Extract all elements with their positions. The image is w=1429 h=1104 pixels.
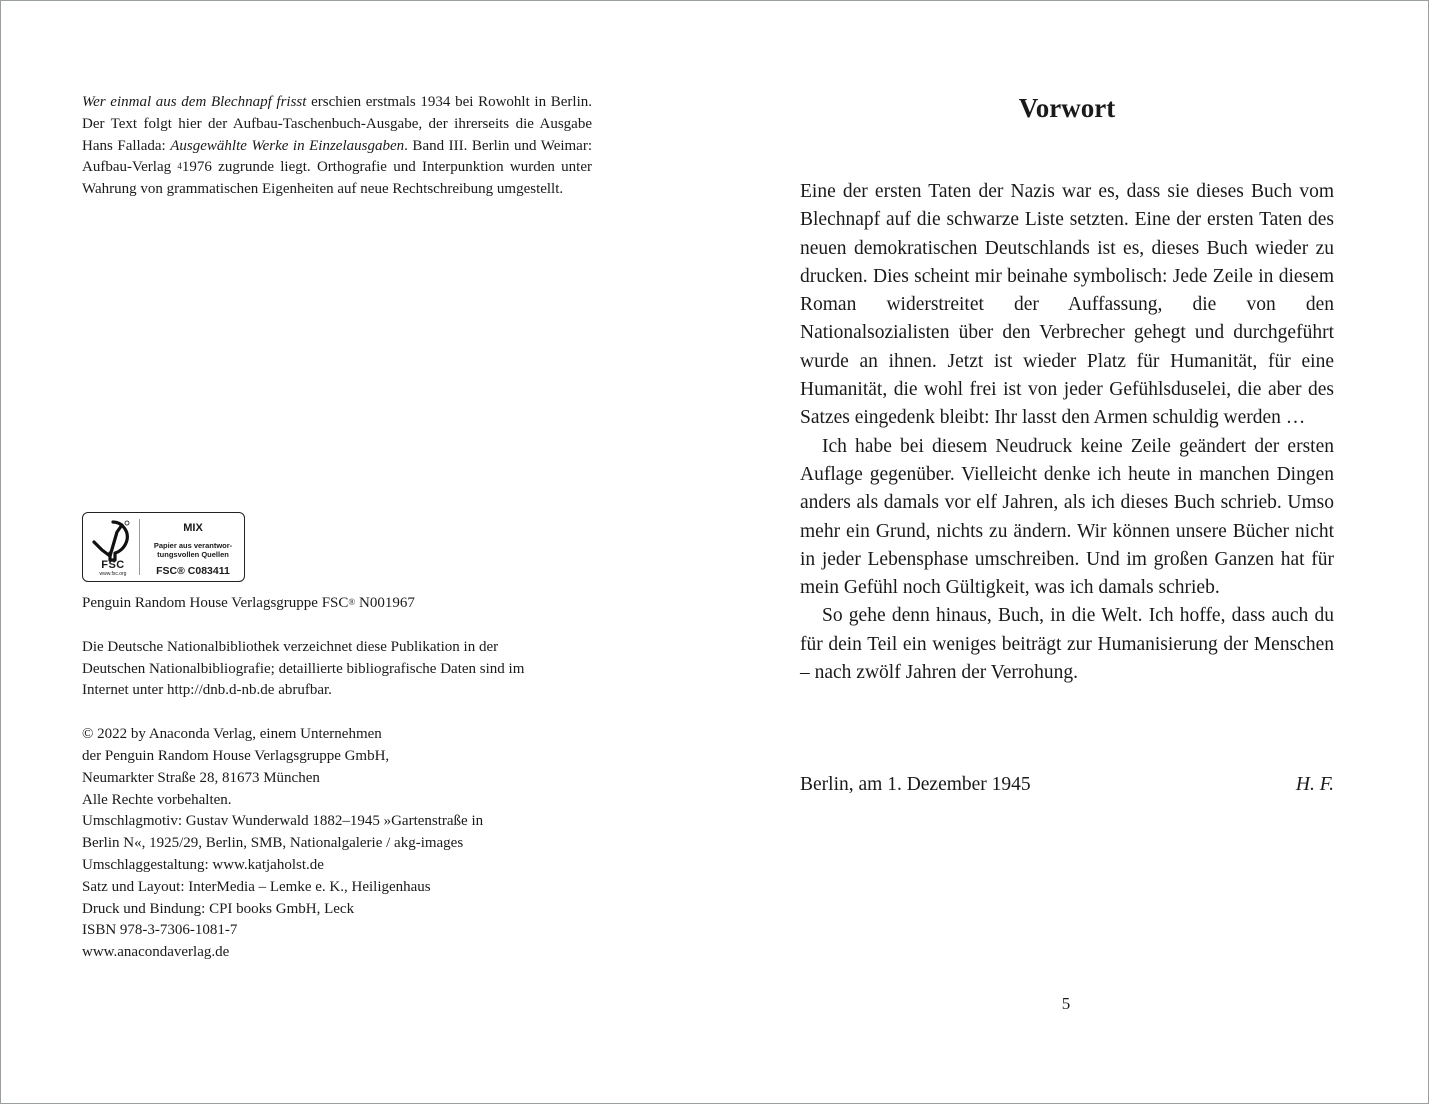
foreword-paragraph: Ich habe bei diesem Neudruck keine Zeile geändert der ersten Auflage gegenüber. Vielleicht denke ich heute in manchen Dingen anders als damals vor elf Jahren, als ich dieses Buch schrieb. Umso mehr ein Grund, nichts zu ändern. Wir können unsere Bücher nicht in jeder Lebensphase umschreiben. Und im großen Ganzen hat für mein Gefühl noch Gültigkeit, was ich damals schrieb. bbox=[800, 435, 1334, 599]
fsc-license-code: FSC® C083411 bbox=[156, 565, 230, 577]
fsc-statement bbox=[82, 593, 602, 615]
fsc-statement-mark: ® bbox=[348, 597, 356, 607]
dnb-notice: Die Deutsche Nationalbibliothek verzeichnet diese Publikation in der Deutschen Nationalbibliografie; detaillierte bibliografische Daten sind im Internet unter http://dnb.d-nb.de abrufbar. bbox=[82, 638, 525, 699]
imprint-line: Satz und Layout: InterMedia – Lemke e. K., Heiligenhaus bbox=[82, 878, 431, 895]
imprint-block bbox=[82, 593, 602, 964]
edition-superscript: 4 bbox=[177, 161, 182, 172]
spacer bbox=[82, 702, 602, 724]
author-initials: H. F. bbox=[1295, 774, 1334, 795]
fsc-statement-text: Penguin Random House Verlagsgruppe FSC bbox=[82, 595, 349, 611]
edition-note-text-1: erschien erstmals 1934 bei Rowohlt in Berlin. Der Text folgt hier der Aufbau-Taschenbuch-Ausgabe, der ihrerseits die Ausgabe Hans Fallada: bbox=[82, 94, 593, 154]
foreword-paragraph: So gehe denn hinaus, Buch, in die Welt. Ich hoffe, dass auch du für dein Teil ein weniges beiträgt zur Humanisierung der Menschen – nach zwölf Jahren der Verrohung. bbox=[800, 605, 1334, 684]
fsc-tree-checkmark-icon bbox=[91, 518, 133, 564]
imprint-line: Berlin N«, 1925/29, Berlin, SMB, Nationalgalerie / akg-images bbox=[82, 835, 464, 852]
imprint-line: Umschlaggestaltung: www.katjaholst.de bbox=[82, 856, 324, 873]
imprint-line: Umschlagmotiv: Gustav Wunderwald 1882–1945 »Gartenstraße in bbox=[82, 813, 484, 830]
edition-note bbox=[82, 92, 592, 201]
edition-title: Ausgewählte Werke in Einzelausgaben bbox=[170, 137, 405, 154]
right-page bbox=[800, 88, 1334, 795]
signature-line bbox=[800, 771, 1334, 799]
imprint-line: www.anacondaverlag.de bbox=[82, 944, 230, 961]
imprint-line: Alle Rechte vorbehalten. bbox=[82, 791, 232, 808]
fsc-divider bbox=[139, 519, 140, 575]
imprint-line: Neumarkter Straße 28, 81673 München bbox=[82, 769, 320, 786]
fsc-url: www.fsc.org bbox=[99, 571, 127, 577]
page-number: 5 bbox=[1061, 994, 1071, 1013]
fsc-logo bbox=[82, 512, 245, 582]
imprint-line: Druck und Bindung: CPI books GmbH, Leck bbox=[82, 900, 355, 917]
fsc-wordmark: FSC bbox=[101, 559, 125, 571]
foreword-body bbox=[800, 178, 1334, 687]
edition-note-text-2: . Band III. Berlin und Weimar: Aufbau-Verlag bbox=[82, 137, 593, 176]
spacer bbox=[82, 615, 602, 637]
page-title: Vorwort bbox=[1018, 93, 1116, 123]
place-date: Berlin, am 1. Dezember 1945 bbox=[800, 774, 1031, 795]
imprint-line: ISBN 978-3-7306-1081-7 bbox=[82, 922, 238, 939]
left-page bbox=[82, 92, 592, 201]
imprint-line: © 2022 by Anaconda Verlag, einem Unternehmen bbox=[82, 726, 382, 743]
fsc-mix-label: MIX bbox=[183, 522, 203, 534]
fsc-statement-code: N001967 bbox=[355, 595, 415, 611]
book-title: Wer einmal aus dem Blechnapf frisst bbox=[82, 94, 307, 110]
edition-note-text-3: 1976 zugrunde liegt. Orthografie und Interpunktion wurden unter Wahrung von grammatischen Eigenheiten auf neue Rechtschreibung umgestellt. bbox=[82, 159, 592, 198]
foreword-paragraph: Eine der ersten Taten der Nazis war es, dass sie dieses Buch vom Blechnapf auf die schwarze Liste setzten. Eine der ersten Taten des neuen demokratischen Deutschlands ist es, dieses Buch wieder zu drucken. Dies scheint mir beinahe symbolisch: Jede Zeile in diesem Roman widerstreitet der Auffassung, die von den Nationalsozialisten über den Verbrecher gehegt und durchgeführt wurde an ihnen. Jetzt ist wieder Platz für Humanität, für eine Humanität, die wohl frei ist von jeder Gefühlsduselei, die aber des Satzes eingedenk bleibt: Ihr lasst den Armen schuldig werden … bbox=[800, 181, 1334, 429]
imprint-line: der Penguin Random House Verlagsgruppe GmbH, bbox=[82, 747, 390, 764]
fsc-description: Papier aus verantwor-tungsvollen Quellen bbox=[153, 541, 233, 559]
